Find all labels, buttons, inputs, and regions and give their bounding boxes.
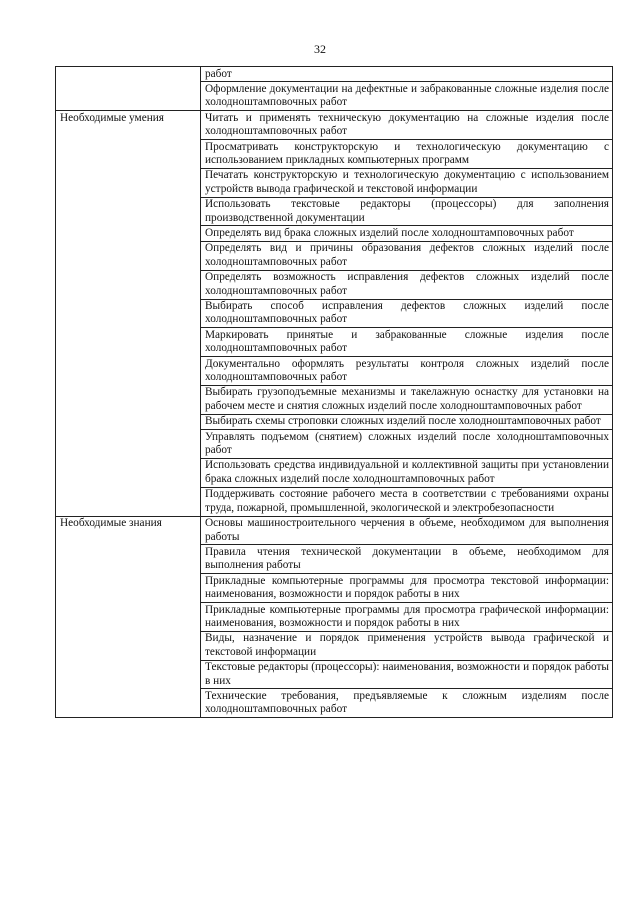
requirement-item: Текстовые редакторы (процессоры): наименования, возможности и порядок работы в них	[201, 660, 613, 689]
requirement-item: Просматривать конструкторскую и технологическую документацию с использованием прикладных компьютерных программ	[201, 140, 613, 169]
requirement-item: Прикладные компьютерные программы для просмотра текстовой информации: наименования, возможности и порядок работы в них	[201, 574, 613, 603]
section-label: Необходимые умения	[56, 111, 201, 516]
requirement-item: Читать и применять техническую документацию на сложные изделия после холодноштамповочных работ	[201, 111, 613, 140]
requirement-item: Выбирать схемы строповки сложных изделий после холодноштамповочных работ	[201, 414, 613, 429]
requirement-item: Маркировать принятые и забракованные сложные изделия после холодноштамповочных работ	[201, 328, 613, 357]
requirement-item: Технические требования, предъявляемые к сложным изделиям после холодноштамповочных работ	[201, 689, 613, 718]
requirement-item: работ	[201, 67, 613, 82]
requirement-item: Управлять подъемом (снятием) сложных изделий после холодноштамповочных работ	[201, 430, 613, 459]
requirement-item: Печатать конструкторскую и технологическую документацию с использованием устройств вывода графической и текстовой информации	[201, 168, 613, 197]
table-row	[56, 516, 613, 545]
requirement-item: Выбирать грузоподъемные механизмы и такелажную оснастку для установки на рабочем месте и снятия сложных изделий после холодноштамповочных работ	[201, 385, 613, 414]
page-number: 32	[314, 42, 326, 56]
requirement-item: Оформление документации на дефектные и забракованные сложные изделия после холодноштамповочных работ	[201, 82, 613, 111]
requirement-item: Прикладные компьютерные программы для просмотра графической информации: наименования, возможности и порядок работы в них	[201, 603, 613, 632]
requirement-item: Использовать текстовые редакторы (процессоры) для заполнения производственной документации	[201, 197, 613, 226]
requirement-item: Определять возможность исправления дефектов сложных изделий после холодноштамповочных работ	[201, 270, 613, 299]
requirement-item: Определять вид и причины образования дефектов сложных изделий после холодноштамповочных работ	[201, 241, 613, 270]
requirement-item: Основы машиностроительного черчения в объеме, необходимом для выполнения работы	[201, 516, 613, 545]
requirement-item: Виды, назначение и порядок применения устройств вывода графической и текстовой информации	[201, 631, 613, 660]
table-row	[56, 111, 613, 140]
table-row	[56, 67, 613, 82]
requirement-item: Выбирать способ исправления дефектов сложных изделий после холодноштамповочных работ	[201, 299, 613, 328]
requirement-item: Определять вид брака сложных изделий после холодноштамповочных работ	[201, 226, 613, 241]
requirement-item: Поддерживать состояние рабочего места в соответствии с требованиями охраны труда, пожарной, промышленной, экологической и электробезопасности	[201, 487, 613, 516]
section-label	[56, 67, 201, 111]
requirement-item: Документально оформлять результаты контроля сложных изделий после холодноштамповочных работ	[201, 357, 613, 386]
requirements-table	[55, 66, 613, 718]
requirement-item: Правила чтения технической документации в объеме, необходимом для выполнения работы	[201, 545, 613, 574]
requirement-item: Использовать средства индивидуальной и коллективной защиты при установлении брака сложных изделий после холодноштамповочных работ	[201, 458, 613, 487]
section-label: Необходимые знания	[56, 516, 201, 718]
